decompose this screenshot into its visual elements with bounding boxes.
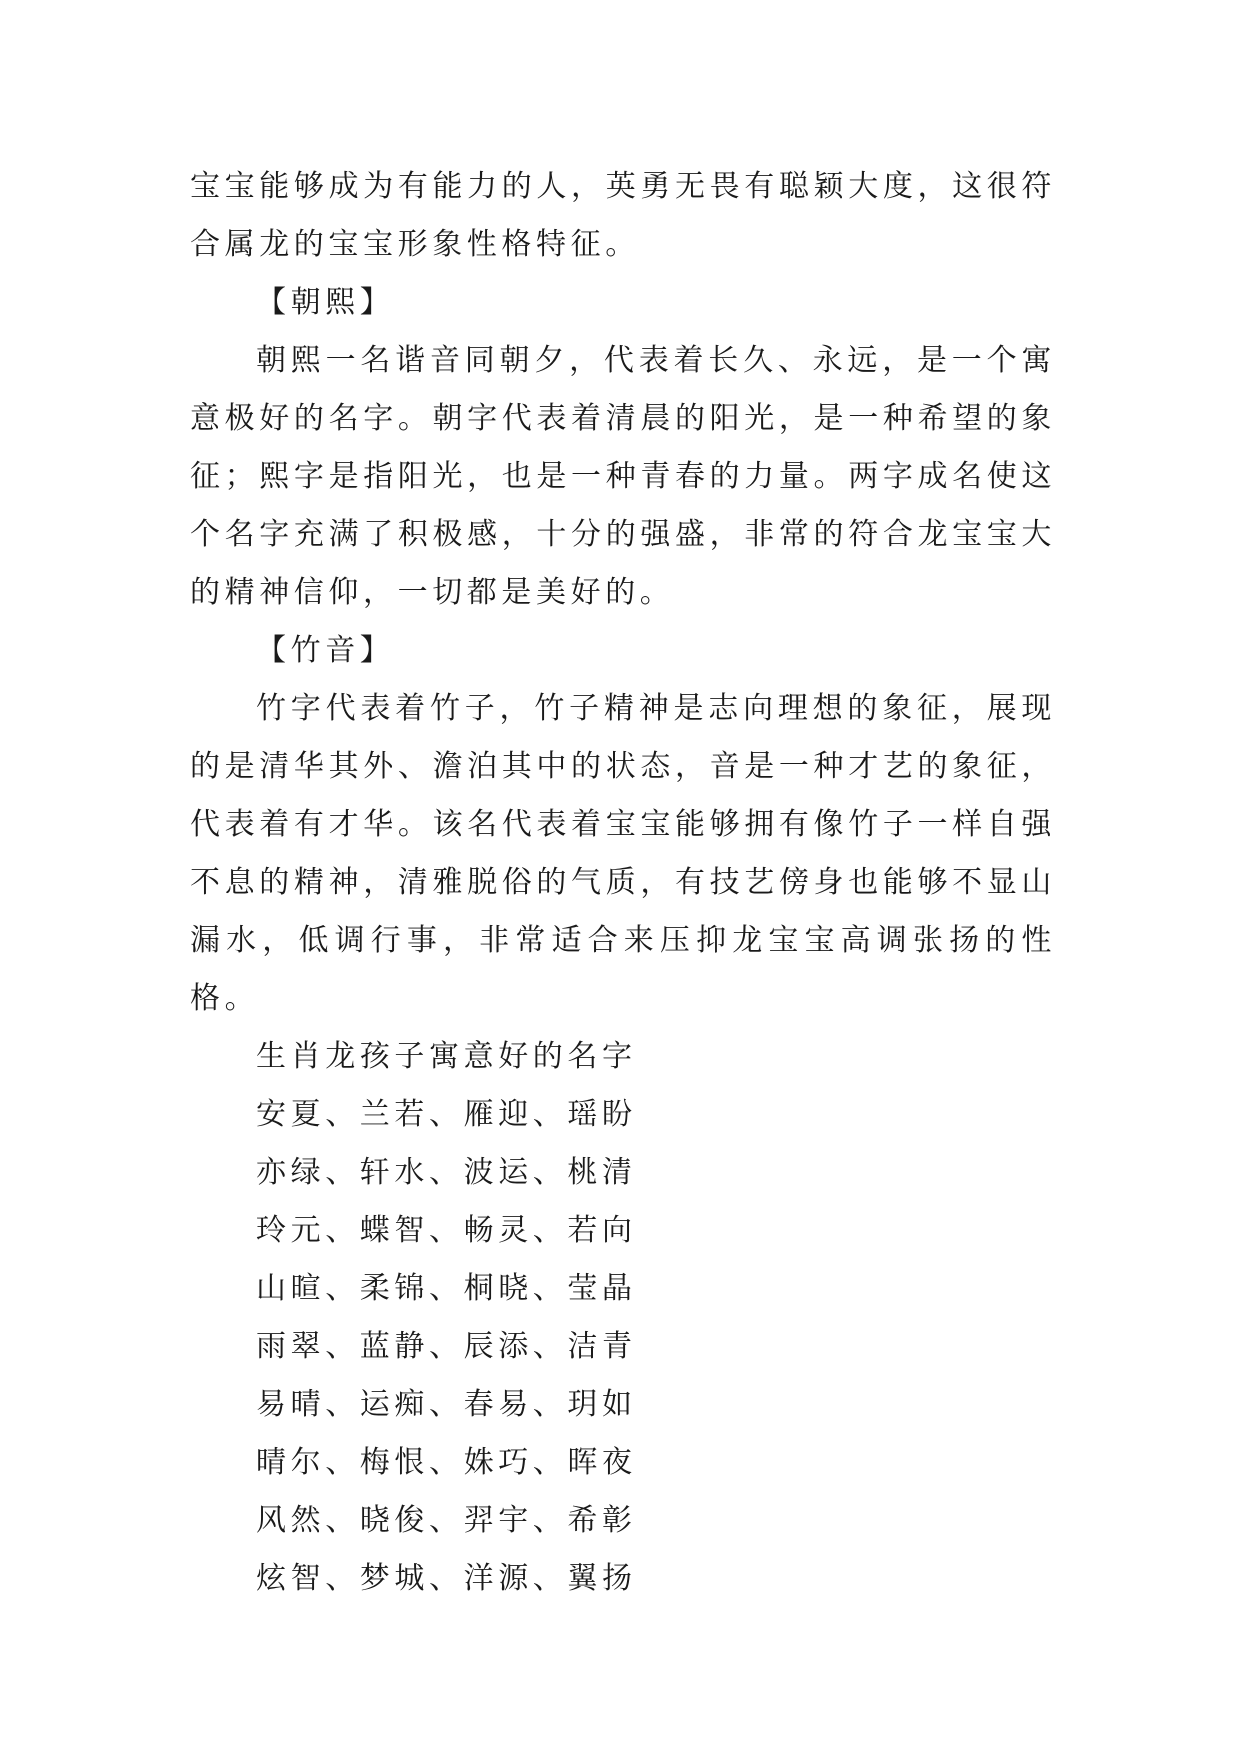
names-list-row: 山暄、柔锦、桐晓、莹晶 — [256, 1271, 637, 1306]
names-list-row: 亦绿、轩水、波运、桃清 — [256, 1155, 637, 1190]
intro-paragraph: 宝宝能够成为有能力的人，英勇无畏有聪颖大度，这很符合属龙的宝宝形象性格特征。 — [190, 169, 1056, 262]
section-heading-zhuyin: 【竹音】 — [256, 633, 395, 668]
section-paragraph-zhuyin: 竹字代表着竹子，竹子精神是志向理想的象征，展现的是清华其外、澹泊其中的状态，音是一种才艺的象征，代表着有才华。该名代表着宝宝能够拥有像竹子一样自强不息的精神，清雅脱俗的气质，有技艺傍身也能够不显山漏水，低调行事，非常适合来压抑龙宝宝高调张扬的性格。 — [190, 691, 1056, 1016]
names-list-row: 玲元、蝶智、畅灵、若向 — [256, 1213, 637, 1248]
section-heading-zhaoxi: 【朝熙】 — [256, 285, 395, 320]
names-list-row: 风然、晓俊、羿宇、希彰 — [256, 1503, 637, 1538]
names-list-row: 炫智、梦城、洋源、翼扬 — [256, 1561, 637, 1596]
names-list-row: 晴尔、梅恨、姝巧、晖夜 — [256, 1445, 637, 1480]
names-list-row: 雨翠、蓝静、辰添、洁青 — [256, 1329, 637, 1364]
names-list-row: 安夏、兰若、雁迎、瑶盼 — [256, 1097, 637, 1132]
document-body — [190, 158, 1056, 1608]
section-paragraph-zhaoxi: 朝熙一名谐音同朝夕，代表着长久、永远，是一个寓意极好的名字。朝字代表着清晨的阳光，是一种希望的象征；熙字是指阳光，也是一种青春的力量。两字成名使这个名字充满了积极感，十分的强盛，非常的符合龙宝宝大的精神信仰，一切都是美好的。 — [190, 343, 1056, 610]
names-list-title: 生肖龙孩子寓意好的名字 — [256, 1039, 637, 1074]
names-list-row: 易晴、运痴、春易、玥如 — [256, 1387, 637, 1422]
